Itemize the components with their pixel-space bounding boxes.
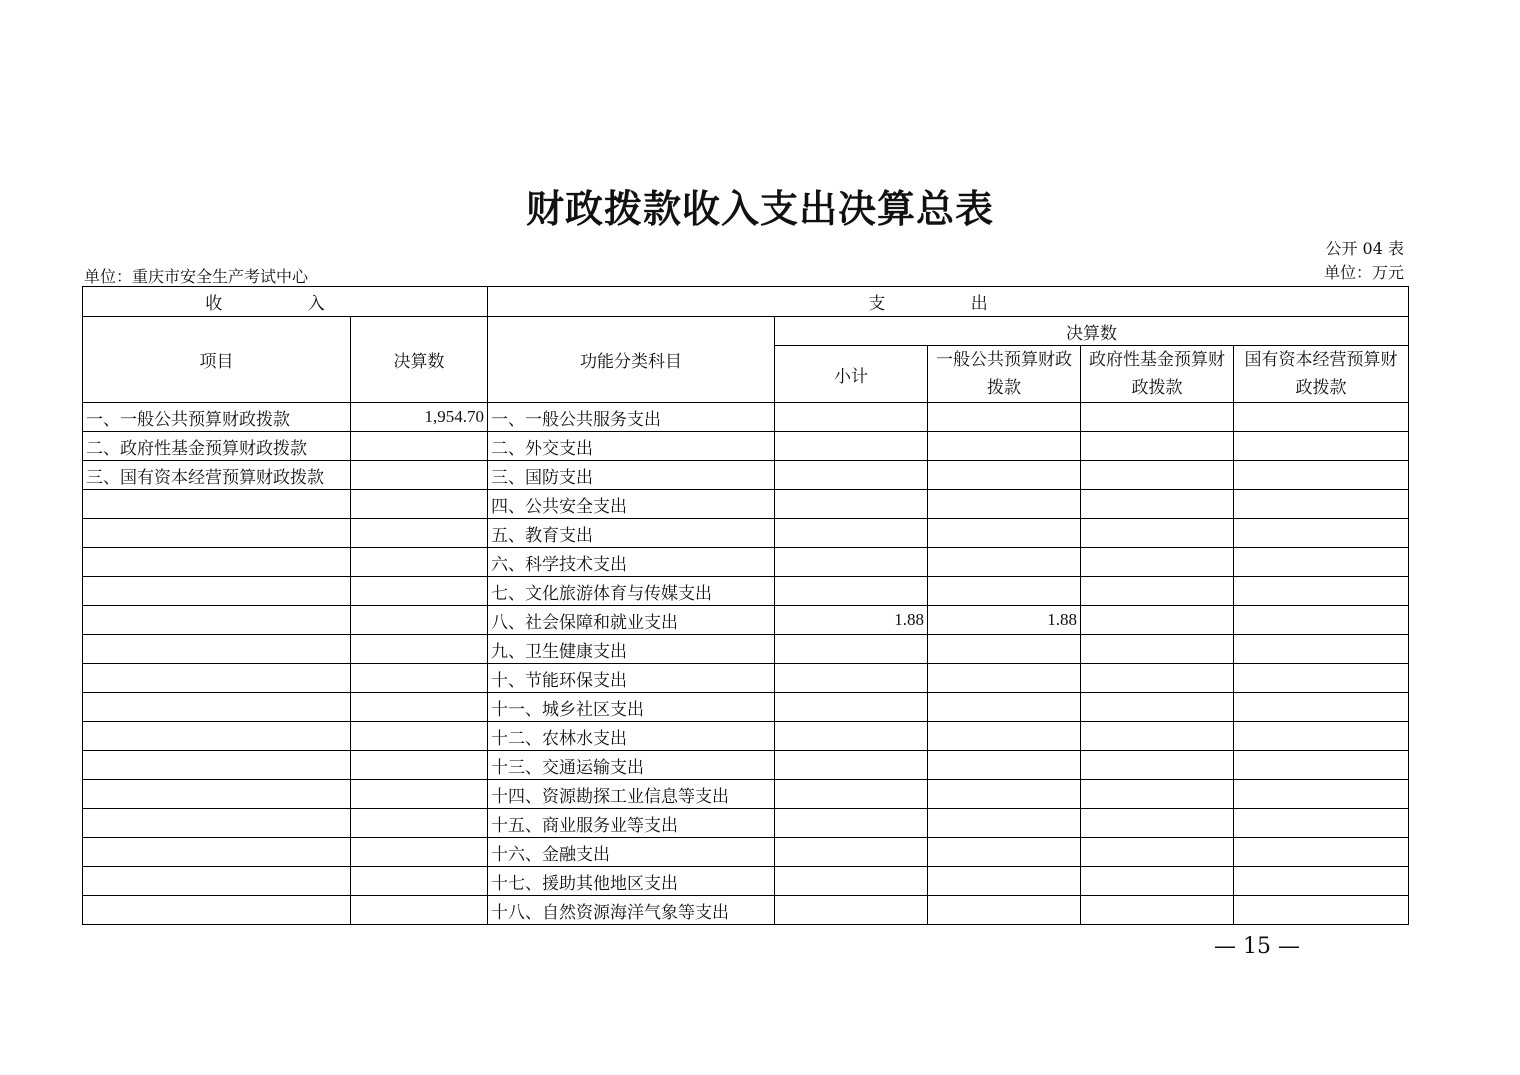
gov-fund-cell: [1081, 635, 1234, 664]
state-capital-cell: [1234, 548, 1409, 577]
general-budget-cell: [928, 896, 1081, 925]
subtotal-cell: [775, 693, 928, 722]
state-capital-cell: [1234, 780, 1409, 809]
income-amount-cell: [351, 838, 488, 867]
expense-item-cell: 十五、商业服务业等支出: [488, 809, 775, 838]
table-row: [83, 664, 1409, 693]
gov-fund-cell: [1081, 693, 1234, 722]
income-amount-cell: [351, 635, 488, 664]
expense-item-cell: 六、科学技术支出: [488, 548, 775, 577]
state-capital-cell: [1234, 867, 1409, 896]
table-row: [83, 432, 1409, 461]
income-item-cell: [83, 751, 351, 780]
general-budget-cell: [928, 751, 1081, 780]
subtotal-cell: [775, 519, 928, 548]
amount-header: 决算数: [351, 317, 488, 403]
table-row: [83, 751, 1409, 780]
subtotal-cell: [775, 809, 928, 838]
table-row: [83, 461, 1409, 490]
general-budget-cell: [928, 780, 1081, 809]
gov-fund-cell: [1081, 664, 1234, 693]
income-amount-cell: [351, 606, 488, 635]
gov-fund-cell: [1081, 751, 1234, 780]
currency-unit: 单位：万元: [1323, 263, 1404, 282]
subtotal-cell: [775, 548, 928, 577]
state-capital-cell: [1234, 693, 1409, 722]
expense-header: 支 出: [488, 287, 1409, 317]
income-item-cell: [83, 780, 351, 809]
expense-item-cell: 一、一般公共服务支出: [488, 403, 775, 432]
expense-item-cell: 十四、资源勘探工业信息等支出: [488, 780, 775, 809]
table-row: [83, 577, 1409, 606]
state-capital-cell: [1234, 838, 1409, 867]
income-amount-cell: [351, 461, 488, 490]
gov-fund-cell: [1081, 403, 1234, 432]
expense-item-cell: 十六、金融支出: [488, 838, 775, 867]
state-capital-cell: [1234, 751, 1409, 780]
income-item-cell: [83, 896, 351, 925]
general-budget-cell: [928, 577, 1081, 606]
state-capital-cell: [1234, 403, 1409, 432]
table-row: [83, 809, 1409, 838]
gov-fund-cell: [1081, 490, 1234, 519]
income-amount-cell: [351, 751, 488, 780]
table-row: [83, 693, 1409, 722]
subtotal-cell: [775, 780, 928, 809]
income-item-cell: [83, 867, 351, 896]
state-capital-cell: [1234, 606, 1409, 635]
income-amount-cell: [351, 693, 488, 722]
general-budget-cell: [928, 693, 1081, 722]
table-row: [83, 780, 1409, 809]
gov-fund-cell: [1081, 896, 1234, 925]
expense-item-cell: 八、社会保障和就业支出: [488, 606, 775, 635]
expense-item-cell: 十二、农林水支出: [488, 722, 775, 751]
subtotal-cell: [775, 635, 928, 664]
page-number: — 15 —: [1214, 934, 1300, 959]
income-amount-cell: [351, 780, 488, 809]
income-item-cell: 一、一般公共预算财政拨款: [83, 403, 351, 432]
item-header: 项目: [83, 317, 351, 403]
table-row: [83, 403, 1409, 432]
table-row: [83, 896, 1409, 925]
subtotal-cell: [775, 432, 928, 461]
income-item-cell: [83, 548, 351, 577]
income-item-cell: 二、政府性基金预算财政拨款: [83, 432, 351, 461]
table-row: [83, 838, 1409, 867]
expense-item-cell: 十一、城乡社区支出: [488, 693, 775, 722]
subtotal-cell: [775, 751, 928, 780]
income-amount-cell: [351, 548, 488, 577]
gov-fund-cell: [1081, 838, 1234, 867]
gov-fund-cell: [1081, 780, 1234, 809]
page-title: 财政拨款收入支出决算总表: [525, 186, 994, 231]
gov-fund-cell: [1081, 461, 1234, 490]
subtotal-cell: [775, 722, 928, 751]
state-capital-header: 国有资本经营预算财政拨款: [1234, 346, 1409, 403]
state-capital-cell: [1234, 490, 1409, 519]
income-amount-cell: [351, 490, 488, 519]
general-budget-cell: [928, 519, 1081, 548]
income-item-cell: [83, 809, 351, 838]
state-capital-cell: [1234, 809, 1409, 838]
gov-fund-cell: [1081, 577, 1234, 606]
income-amount-cell: [351, 664, 488, 693]
subtotal-cell: [775, 896, 928, 925]
subtotal-cell: [775, 867, 928, 896]
income-amount-cell: [351, 867, 488, 896]
subtotal-cell: [775, 490, 928, 519]
subtotal-cell: [775, 664, 928, 693]
gov-fund-cell: [1081, 809, 1234, 838]
state-capital-cell: [1234, 519, 1409, 548]
general-budget-header: 一般公共预算财政拨款: [928, 346, 1081, 403]
general-budget-cell: [928, 432, 1081, 461]
income-item-cell: [83, 606, 351, 635]
state-capital-cell: [1234, 635, 1409, 664]
income-amount-cell: [351, 519, 488, 548]
state-capital-cell: [1234, 461, 1409, 490]
budget-table: [82, 286, 1409, 925]
general-budget-cell: [928, 490, 1081, 519]
table-row: [83, 490, 1409, 519]
income-item-cell: [83, 577, 351, 606]
expense-item-cell: 三、国防支出: [488, 461, 775, 490]
general-budget-cell: [928, 635, 1081, 664]
table-row: [83, 548, 1409, 577]
state-capital-cell: [1234, 432, 1409, 461]
table-row: [83, 867, 1409, 896]
gov-fund-cell: [1081, 867, 1234, 896]
income-item-cell: [83, 838, 351, 867]
income-item-cell: [83, 635, 351, 664]
expense-item-cell: 七、文化旅游体育与传媒支出: [488, 577, 775, 606]
general-budget-cell: [928, 664, 1081, 693]
expense-item-cell: 五、教育支出: [488, 519, 775, 548]
expense-item-cell: 十八、自然资源海洋气象等支出: [488, 896, 775, 925]
func-category-header: 功能分类科目: [488, 317, 775, 403]
gov-fund-cell: [1081, 548, 1234, 577]
state-capital-cell: [1234, 664, 1409, 693]
general-budget-cell: [928, 838, 1081, 867]
expense-item-cell: 二、外交支出: [488, 432, 775, 461]
subtotal-header: 小计: [775, 346, 928, 403]
organization-unit: 单位：重庆市安全生产考试中心: [84, 267, 309, 286]
gov-fund-cell: [1081, 722, 1234, 751]
expense-item-cell: 十、节能环保支出: [488, 664, 775, 693]
expense-item-cell: 十三、交通运输支出: [488, 751, 775, 780]
expense-item-cell: 四、公共安全支出: [488, 490, 775, 519]
income-item-cell: [83, 722, 351, 751]
decision-count-header: 决算数: [775, 317, 1409, 346]
income-amount-cell: [351, 809, 488, 838]
income-amount-cell: 1,954.70: [351, 403, 488, 432]
income-amount-cell: [351, 722, 488, 751]
subtotal-cell: [775, 403, 928, 432]
subtotal-cell: 1.88: [775, 606, 928, 635]
income-header: 收 入: [83, 287, 488, 317]
state-capital-cell: [1234, 722, 1409, 751]
expense-item-cell: 九、卫生健康支出: [488, 635, 775, 664]
general-budget-cell: [928, 461, 1081, 490]
doc-code: 公开 04 表: [1325, 239, 1404, 258]
income-amount-cell: [351, 896, 488, 925]
income-item-cell: [83, 490, 351, 519]
income-item-cell: 三、国有资本经营预算财政拨款: [83, 461, 351, 490]
state-capital-cell: [1234, 896, 1409, 925]
gov-fund-header: 政府性基金预算财政拨款: [1081, 346, 1234, 403]
table-row: [83, 722, 1409, 751]
gov-fund-cell: [1081, 519, 1234, 548]
general-budget-cell: [928, 722, 1081, 751]
income-item-cell: [83, 519, 351, 548]
table-row: [83, 635, 1409, 664]
general-budget-cell: [928, 809, 1081, 838]
general-budget-cell: [928, 867, 1081, 896]
subtotal-cell: [775, 577, 928, 606]
expense-item-cell: 十七、援助其他地区支出: [488, 867, 775, 896]
gov-fund-cell: [1081, 432, 1234, 461]
subtotal-cell: [775, 838, 928, 867]
general-budget-cell: 1.88: [928, 606, 1081, 635]
income-amount-cell: [351, 432, 488, 461]
income-item-cell: [83, 664, 351, 693]
table-row: [83, 519, 1409, 548]
gov-fund-cell: [1081, 606, 1234, 635]
subtotal-cell: [775, 461, 928, 490]
general-budget-cell: [928, 548, 1081, 577]
state-capital-cell: [1234, 577, 1409, 606]
table-row: [83, 606, 1409, 635]
income-amount-cell: [351, 577, 488, 606]
income-item-cell: [83, 693, 351, 722]
general-budget-cell: [928, 403, 1081, 432]
